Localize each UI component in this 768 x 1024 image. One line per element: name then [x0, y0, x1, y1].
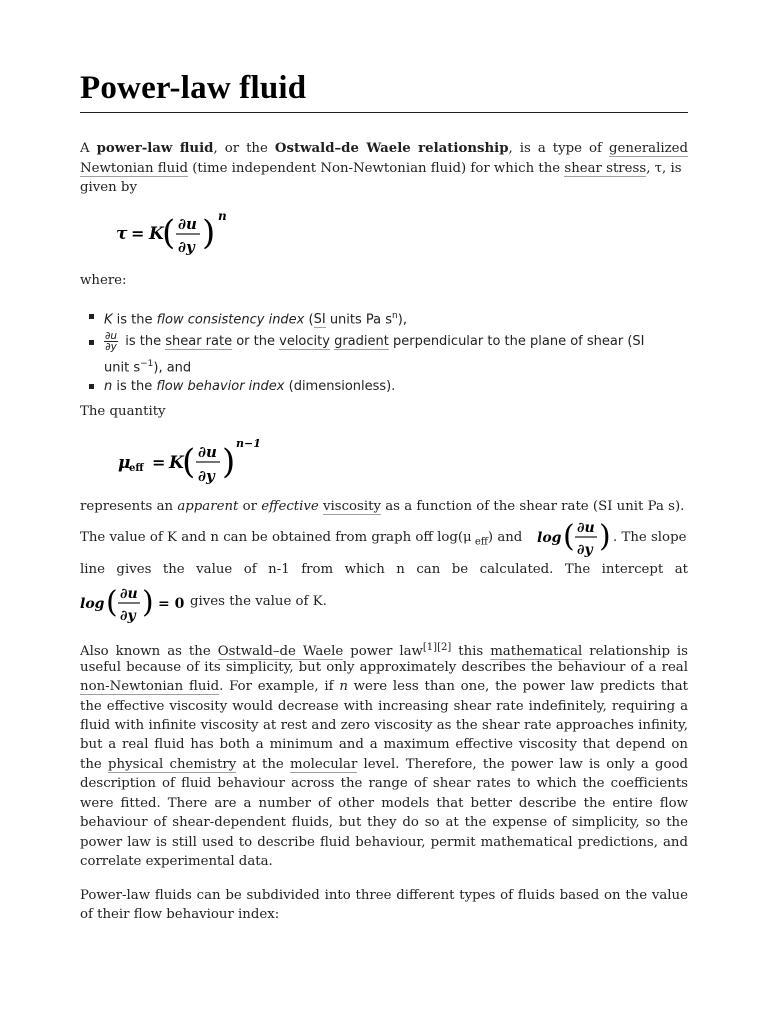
link-physical-chemistry[interactable]: physical chemistry	[108, 757, 237, 772]
graph-line-2: line gives the value of n-1 from which n can be calculated. The intercept at	[80, 562, 688, 577]
para2-line-6: but a real fluid has both a minimum and a maximum effective viscosity that depend on	[80, 737, 688, 752]
eq2-equals: =	[152, 453, 166, 472]
eq2-k: K	[169, 453, 184, 473]
svg-text:log: log	[537, 530, 562, 546]
quantity-label: The quantity	[80, 404, 166, 419]
eq1-dy: ∂y	[178, 238, 195, 256]
log-right-paren: )	[142, 585, 154, 620]
term-power-law-fluid: power-law fluid	[96, 141, 214, 156]
log-left-paren: (	[106, 585, 118, 620]
para2-line-5: fluid with infinite viscosity at rest and zero viscosity as the shear rate approaches infinity,	[80, 718, 688, 733]
link-molecular[interactable]: molecular	[290, 757, 358, 772]
para2-line-12: correlate experimental data.	[80, 854, 273, 869]
svg-text:∂u: ∂u	[120, 586, 138, 602]
inline-log-derivative	[535, 514, 617, 562]
svg-text:∂y: ∂y	[577, 542, 593, 558]
term-ostwald: Ostwald–de Waele relationship	[274, 141, 509, 156]
link-velocity[interactable]: velocity	[279, 334, 330, 349]
equation-power-law	[114, 208, 244, 260]
link-ostwald-de-waele[interactable]: Ostwald–de Waele	[217, 644, 344, 659]
para3-line-2: of their flow behaviour index:	[80, 907, 280, 922]
eq2-mu: μ	[118, 453, 131, 473]
eq2-right-paren: )	[222, 442, 236, 482]
log-right-paren: )	[599, 519, 611, 554]
graph-line-1-end: . The slope	[613, 530, 687, 545]
svg-text:∂u: ∂u	[577, 520, 595, 536]
eq1-right-paren: )	[202, 213, 216, 253]
eq2-dy: ∂y	[198, 467, 215, 485]
link-newtonian-fluid[interactable]: Newtonian fluid	[80, 161, 188, 176]
shear-rate-fraction: $\frac{\partial u}{\partial y}$	[105, 330, 118, 353]
para2-line-10: behaviour of shear-dependent fluids, but they do so at the expense of simplicity, so the	[80, 815, 688, 830]
log-left-paren: (	[563, 519, 575, 554]
page-title: Power-law fluid	[80, 70, 307, 106]
bullet-marker	[89, 340, 94, 345]
equation-effective-viscosity	[116, 434, 276, 486]
eq1-du: ∂u	[178, 215, 197, 233]
para2-line-11: power law is still used to describe fluid behaviour, permit mathematical predictions, and	[80, 835, 688, 850]
link-non-newtonian-fluid[interactable]: non-Newtonian fluid	[80, 679, 220, 694]
svg-text:log: log	[80, 596, 105, 612]
title-underline	[80, 112, 688, 113]
intro-line-1: A power-law fluid, or the Ostwald–de Waele relationship, is a type of generalized	[80, 141, 688, 156]
bullet-marker	[89, 384, 94, 389]
citation-refs[interactable]: [1][2]	[422, 642, 452, 653]
para2-line-7: the physical chemistry at the molecular level. Therefore, the power law is only a good	[80, 757, 689, 772]
svg-text:= 0: = 0	[158, 596, 185, 612]
graph-line-1-start: The value of K and n can be obtained from graph off log(μ $_{eff}$) and	[80, 530, 523, 548]
list-item-shear-rate-cont: unit $s^{-1}$), and	[104, 359, 192, 376]
para2-line-3: non-Newtonian fluid. For example, if n were less than one, the power law predicts that	[80, 679, 688, 694]
para3-line-1: Power-law fluids can be subdivided into three different types of fluids based on the value	[80, 888, 688, 903]
eq1-left-paren: (	[162, 213, 176, 253]
bullet-marker	[89, 314, 94, 319]
eq1-exponent: n	[218, 209, 227, 223]
link-shear-stress[interactable]: shear stress	[564, 161, 647, 176]
link-generalized-newtonian-fluid[interactable]: generalized	[609, 141, 688, 156]
eq1-k: K	[149, 224, 164, 244]
link-si[interactable]: SI	[313, 312, 326, 328]
eq1-equals: =	[131, 224, 145, 243]
graph-line-3: gives the value of K.	[190, 594, 327, 609]
where-label: where:	[80, 273, 127, 288]
eq2-eff: eff	[129, 463, 144, 474]
apparent-viscosity-line: represents an apparent or effective viscosity as a function of the shear rate (SI unit Pa s).	[80, 499, 685, 514]
svg-text:∂y: ∂y	[120, 608, 136, 624]
inline-log-derivative-zero	[78, 580, 190, 628]
eq2-du: ∂u	[198, 443, 217, 461]
list-item-shear-rate: $\frac{\partial u}{\partial y}$ is the shear rate or the velocity gradient perpendicular to the plane of shear (SI	[105, 330, 645, 353]
intro-line-3: given by	[80, 180, 137, 195]
intro-line-2: Newtonian fluid (time independent Non-Newtonian fluid) for which the shear stress, τ, is	[80, 161, 682, 176]
para2-line-8: description of fluid behaviour across the range of shear rates to which the coefficients	[80, 776, 688, 791]
para2-line-9: were fitted. There are a number of other models that better describe the entire flow	[80, 796, 688, 811]
eq2-exponent: n−1	[236, 437, 261, 450]
para2-line-2: useful because of its simplicity, but only approximately describes the behaviour of a real	[80, 660, 688, 675]
link-shear-rate[interactable]: shear rate	[165, 334, 233, 349]
link-mathematical[interactable]: mathematical	[490, 644, 583, 659]
list-item-n: n is the flow behavior index (dimensionless).	[104, 379, 396, 394]
para2-line-4: the effective viscosity would decrease with increasing shear rate indefinitely, requiring a	[80, 699, 688, 714]
link-viscosity[interactable]: viscosity	[323, 499, 381, 514]
para2-line-1: Also known as the Ostwald–de Waele power law[1][2] this mathematical relationship is	[80, 642, 689, 659]
link-gradient[interactable]: gradient	[334, 334, 389, 349]
eq1-tau: τ	[116, 224, 128, 244]
eq2-left-paren: (	[182, 442, 196, 482]
list-item-k: K is the flow consistency index (SI units Pa $s^n$),	[104, 311, 407, 328]
